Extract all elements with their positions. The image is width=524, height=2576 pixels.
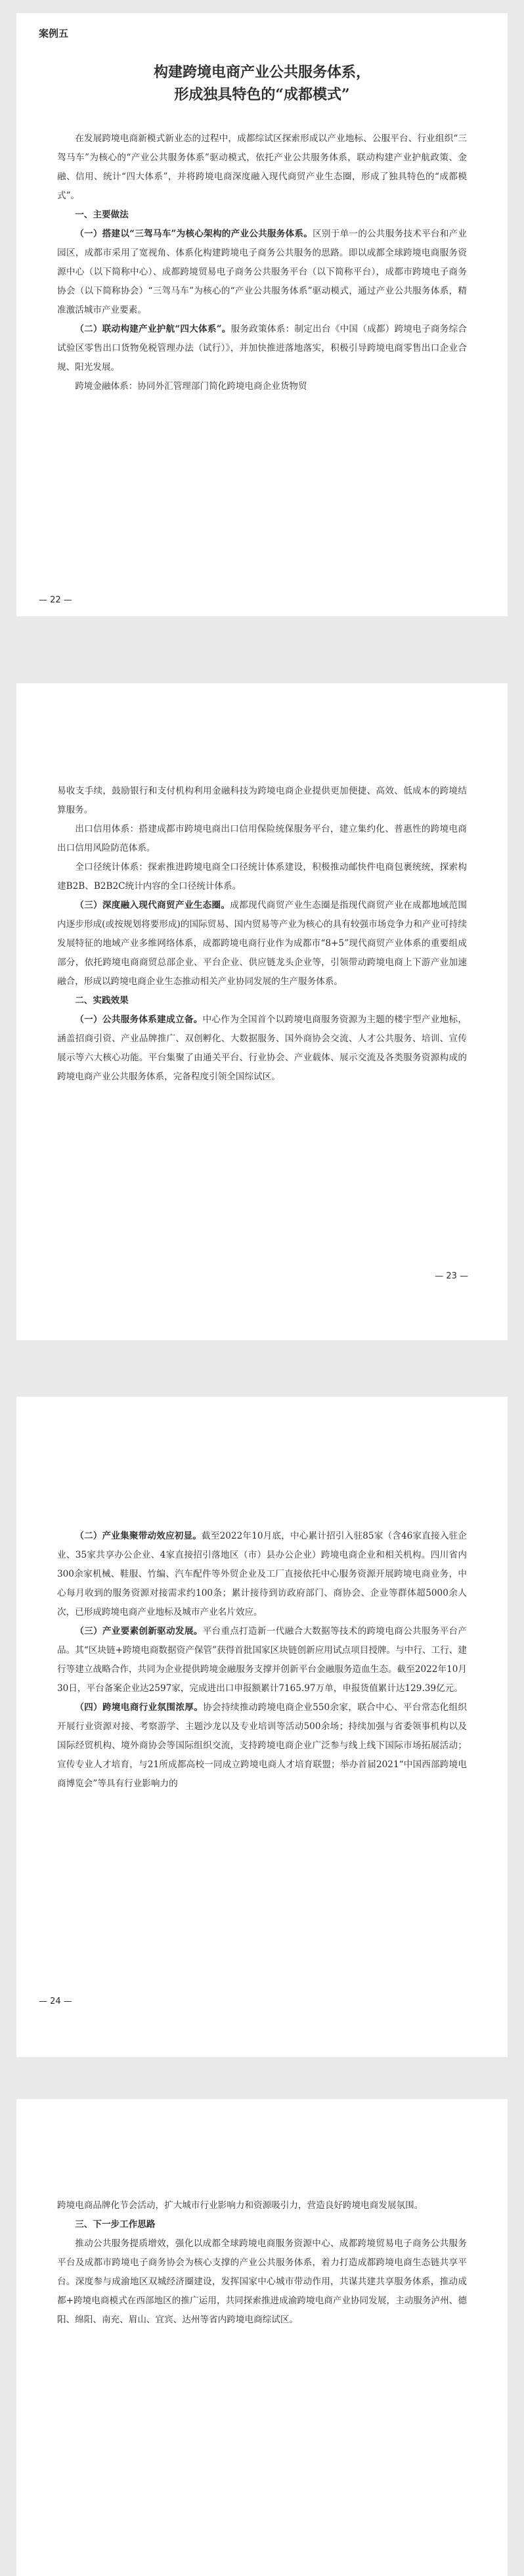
intro-paragraph: 在发展跨境电商新模式新业态的过程中，成都综试区探索形成以产业地标、公服平台、行业组织“三驾马车”为核心的“产业公共服务体系”驱动模式，依托产业公共服务体系，联动构建产业护航政策、金融、信用、统计“四大体系”，并将跨境电商深度融入现代商贸产业生态圈，形成了独具特色的“成都模式”。 xyxy=(57,133,467,201)
case-label: 案例五 xyxy=(39,28,69,39)
credit-system-paragraph: 出口信用体系：搭建成都市跨境电商出口信用保险统保服务平台，建立集约化、普惠性的跨境电商出口信用风险防范体系。 xyxy=(57,824,467,853)
page-number: — 24 — xyxy=(39,1997,72,2006)
document-page-2 xyxy=(16,683,508,1340)
statistics-system-paragraph: 全口径统计体系：探索推进跨境电商全口径统计体系建设，积极推动邮快件电商包裹统统，探索构建B2B、B2B2C统计内容的全口径统计体系。 xyxy=(57,862,467,892)
practice-item-3-lead: （三）深度融入现代商贸产业生态圈。 xyxy=(75,900,230,911)
practice-item-2-lead: （二）联动构建产业护航“四大体系”。 xyxy=(75,324,231,334)
finance-continued-paragraph: 易收支手续，鼓励银行和支付机构利用金融科技为跨境电商企业提供更加便捷、高效、低成本的跨境结算服务。 xyxy=(57,786,467,815)
practice-item-1-body: 区别于单一的公共服务技术平台和产业园区，成都市采用了宽视角、体系化构建跨境电子商务公共服务的思路。即以成都全球跨境电商服务资源中心（以下简称中心）、成都跨境贸易电子商务公共服务平台（以下简称平台），成都市跨境电子商务协会（以下简称协会）“三驾马车”为核心的“产业公共服务体系”驱动模式，通过产业公共服务体系，精准激活城市产业要素。 xyxy=(57,229,467,315)
document-title xyxy=(57,61,467,106)
result-item-1-body: 中心作为全国首个以跨境电商服务资源为主题的楼宇型产业地标，涵盖招商引资、产业品牌推广、双创孵化、大数据服务、国外商协会交流、人才公共服务、培训、宣传展示等六大核心功能。平台集聚了由通关平台、行业协会、产业载体、展示交流及各类服务资源构成的跨境电商产业公共服务体系，完备程度引领全国综试区。 xyxy=(57,1014,467,1082)
practice-item-3 xyxy=(57,896,467,991)
result-item-3-lead: （三）产业要素创新驱动发展。 xyxy=(75,1626,203,1637)
document-page-1 xyxy=(16,13,508,616)
section-heading-next-steps: 三、下一步工作思路 xyxy=(75,2219,156,2230)
section-heading-practices: 一、主要做法 xyxy=(75,210,129,220)
result-item-4 xyxy=(57,1698,467,1794)
result-item-3 xyxy=(57,1622,467,1698)
practice-item-2 xyxy=(57,320,467,377)
result-item-4-body: 协会持续推动跨境电商企业550余家，联合中心、平台常态化组织开展行业资源对接、考察游学、主题沙龙以及专业培训等活动500余场；持续加强与省委领事机构以及国际经贸机构、境外商协会等国际组织交流，支持跨境电商企业广泛参与线上线下国际市场拓展活动；宣传专业人才培育，与21所成都高校一同成立跨境电商人才培育联盟；举办首届2021“中国西部跨境电商博览会”等具有行业影响力的 xyxy=(57,1702,468,1789)
practice-item-2-body: 服务政策体系：制定出台《中国（成都）跨境电子商务综合试验区零售出口货物免税管理办法（试行）》，并加快推进落地落实，积极引导跨境电商零售出口企业合规、阳光发展。 xyxy=(57,324,467,373)
page-number: — 23 — xyxy=(435,1271,468,1281)
result-item-2-body: 截至2022年10月底，中心累计招引入驻85家（含46家直接入驻企业、35家共享办公企业、4家直接招引落地区（市）县办公企业）跨境电商企业和相关机构。四川省内300余家机械、鞋服、竹编、汽车配件等外贸企业及工厂直接依托中心服务资源开展跨境电商业务，中心每月收到的服务资源对接需求约100条；累计接待到访政府部门、商协会、企业等群体超5000余人次，已形成跨境电商产业地标及城市产业名片效应。 xyxy=(57,1531,467,1617)
page-number: — 22 — xyxy=(39,595,72,605)
document-page-3 xyxy=(16,1397,508,2057)
result-item-1-lead: （一）公共服务体系建成立备。 xyxy=(75,1014,203,1025)
result-item-1 xyxy=(57,1010,467,1087)
result-item-2 xyxy=(57,1527,467,1622)
practice-item-1-lead: （一）搭建以“三驾马车”为核心架构的产业公共服务体系。 xyxy=(75,229,313,239)
result-item-4-lead: （四）跨境电商行业氛围浓厚。 xyxy=(75,1702,204,1713)
document-page-4 xyxy=(16,2099,508,2576)
practice-item-1 xyxy=(57,225,467,320)
section-heading-results: 二、实践效果 xyxy=(75,995,129,1006)
title-line-1: 构建跨境电商产业公共服务体系， xyxy=(153,64,370,81)
result-item-2-lead: （二）产业集聚带动效应初显。 xyxy=(75,1531,202,1541)
next-steps-paragraph: 推动公共服务提质增效，强化以成都全球跨境电商服务资源中心、成都跨境贸易电子商务公共服务平台及成都市跨境电子商务协会为核心支撑的产业公共服务体系，着力打造成都跨境电商生态链共享平台。深度参与成渝地区双城经济圈建设，发挥国家中心城市带动作用，共谋共建共享服务体系，推动成都+跨境电商模式在西部地区的推广运用，共同探索推进成渝跨境电商产业协同发展，主动服务泸州、德阳、绵阳、南充、眉山、宜宾、达州等省内跨境电商综试区。 xyxy=(57,2238,467,2325)
finance-system-paragraph: 跨境金融体系：协同外汇管理部门简化跨境电商企业货物贸 xyxy=(75,381,307,392)
result-4-continued-paragraph: 跨境电商品牌化节会活动，扩大城市行业影响力和资源吸引力，营造良好跨境电商发展氛围。 xyxy=(57,2200,424,2211)
result-item-3-body: 平台重点打造新一代融合大数据等技术的跨境电商公共服务平台产品。其“区块链+跨境电商数据资产保管”获得首批国家区块链创新应用试点项目授牌。与中行、工行、建行等建立战略合作，共同为企业提供跨境金融服务支撑并创新平台金融服务造血生态。截至2022年10月30日，平台备案企业达2597家，完成进出口申报额累计7165.97万单，申报货值累计达129.39亿元。 xyxy=(57,1626,467,1694)
title-line-2: 形成独具特色的“成都模式” xyxy=(174,86,350,103)
practice-item-3-body: 成都现代商贸产业生态圈是指现代商贸产业在成都地域范围内逐步形成(或按规划将要形成)的国际贸易、国内贸易等产业为核心的具有较强市场竞争力和产业可持续发展特征的地域产业多维网络体系，成都跨境电商行业作为成都市“8+5”现代商贸产业体系的重要组成部分，依托跨境电商商贸总部企业、平台企业、供应链龙头企业等，引领带动跨境电商上下游产业加速融合，形成以跨境电商企业生态推动相关产业协同发展的生产服务体系。 xyxy=(57,900,468,987)
